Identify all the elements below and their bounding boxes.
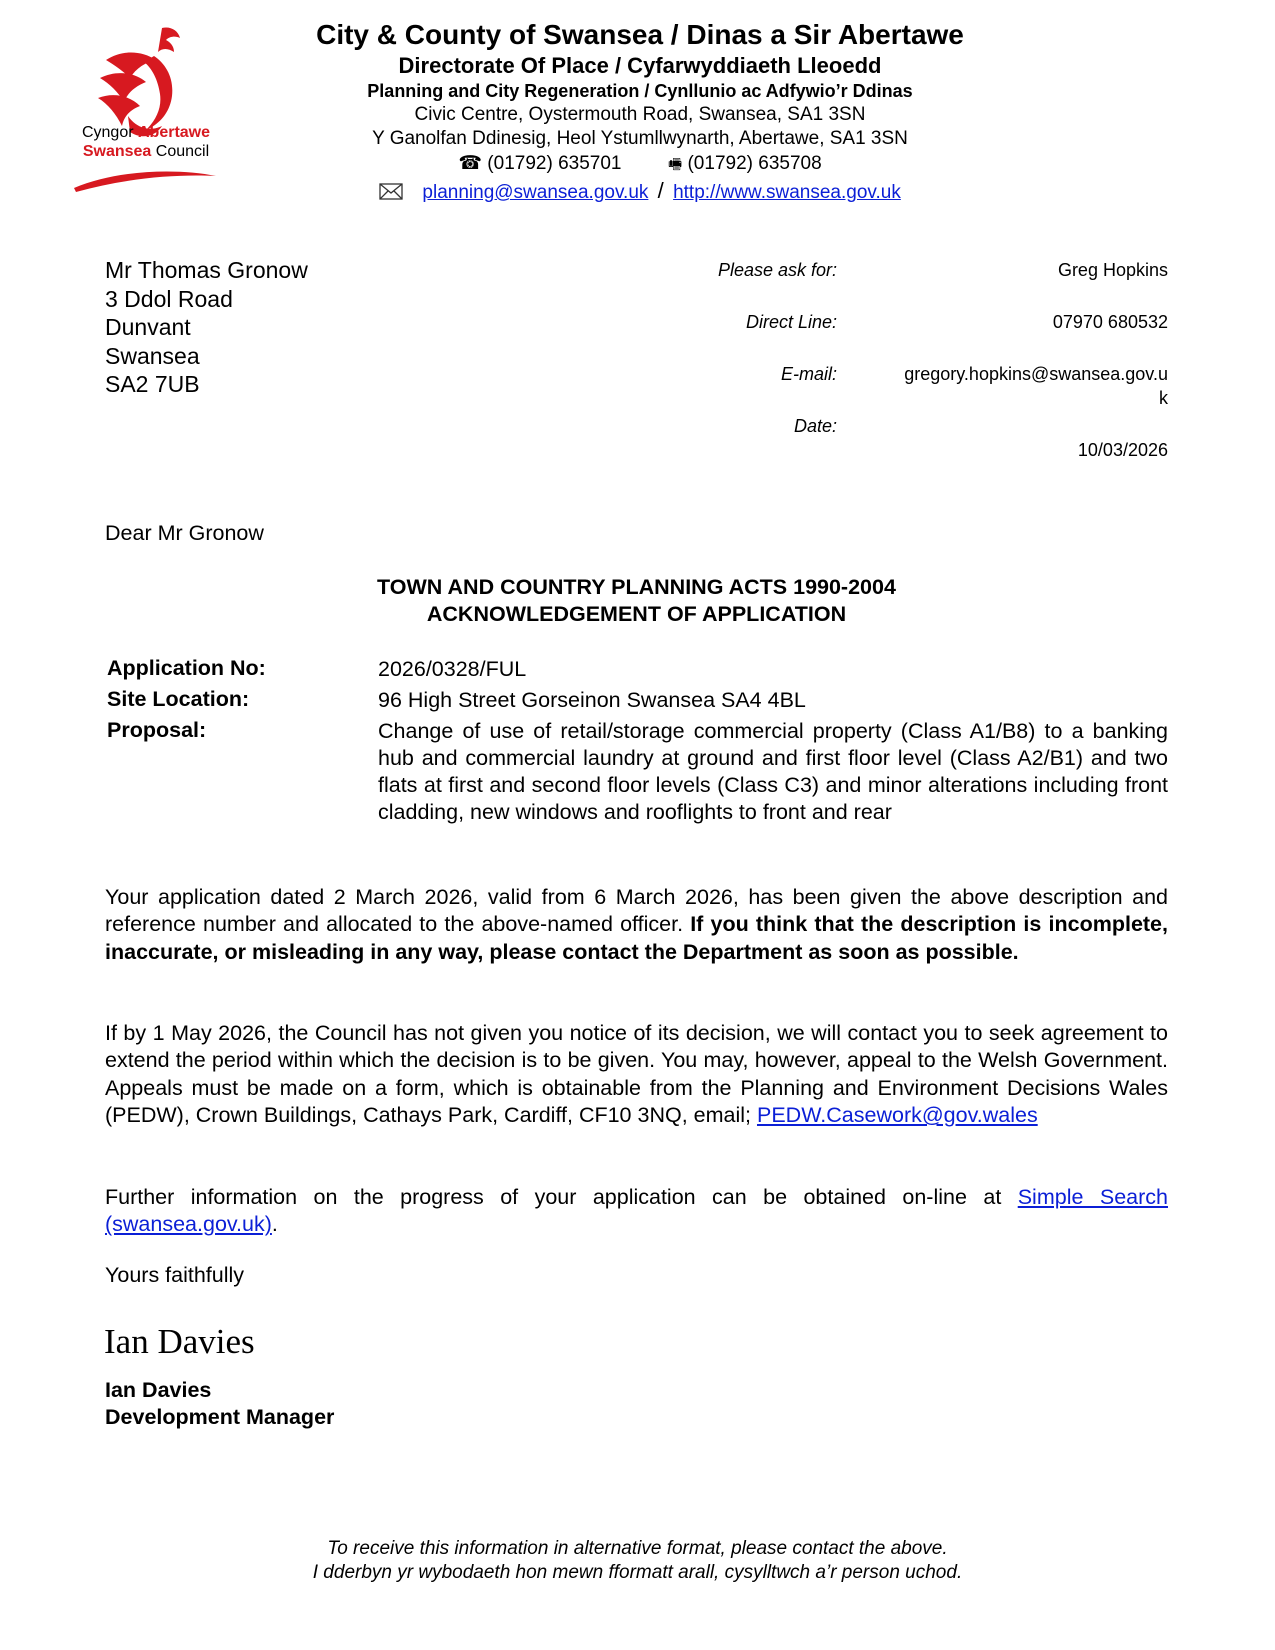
swansea-council-logo	[66, 20, 226, 198]
direct-line-label: Direct Line:	[745, 312, 837, 332]
header-separator: /	[657, 178, 664, 203]
pedw-email-link[interactable]: PEDW.Casework@gov.wales	[756, 1103, 1038, 1128]
phone-fax-line	[270, 152, 1010, 179]
paragraph-2	[105, 1020, 1168, 1130]
simple-search-link[interactable]: Simple Search (swansea.gov.uk)	[105, 1185, 1168, 1237]
council-name: City & County of Swansea / Dinas a Sir Abertawe	[316, 19, 964, 50]
recipient-street: 3 Ddol Road	[105, 285, 233, 312]
email-label: E-mail:	[780, 364, 837, 384]
application-number-value: 2026/0328/FUL	[378, 657, 527, 681]
phone-icon: ☎	[458, 153, 483, 174]
email-value-line2: k	[1159, 388, 1168, 408]
ask-for-value: Greg Hopkins	[1057, 260, 1168, 280]
footer-english: To receive this information in alternative format, please contact the above.	[327, 1538, 948, 1559]
logo-dragon-head	[158, 27, 180, 52]
signatory-title: Development Manager	[105, 1405, 335, 1429]
logo-swoosh	[74, 172, 216, 192]
recipient-name: Mr Thomas Gronow	[105, 257, 308, 283]
paragraph-2-text: If by 1 May 2026, the Council has not given you notice of its decision, we will contact you to seek agreement to extend the period within which the decision is to be given. You may, however, appeal to the Welsh Government. Appeals must be made on a form, which is obtainable from the Planning and Environment Decisions Wales (PEDW), Crown Buildings, Cathays Park, Cardiff, CF10 3NQ, email;	[105, 1021, 1168, 1128]
paragraph-1-text: Your application dated 2 March 2026, valid from 6 March 2026, has been given the above description and reference number and allocated to the above-named officer.	[105, 885, 1168, 937]
salutation: Dear Mr Gronow	[105, 521, 264, 545]
closing: Yours faithfully	[105, 1263, 245, 1287]
envelope-icon	[379, 183, 403, 200]
logo-text-line2: Swansea Council	[82, 143, 210, 160]
site-location-value: 96 High Street Gorseinon Swansea SA4 4BL	[378, 688, 806, 712]
planning-email-link[interactable]: planning@swansea.gov.uk	[422, 182, 649, 203]
signature: Ian Davies	[104, 1322, 255, 1361]
heading-line2: ACKNOWLEDGEMENT OF APPLICATION	[426, 602, 847, 626]
ask-for-label: Please ask for:	[717, 260, 837, 280]
address-welsh: Y Ganolfan Ddinesig, Heol Ystumllwynarth, Abertawe, SA1 3SN	[372, 128, 908, 149]
date-value: 10/03/2026	[1077, 440, 1168, 460]
website-link[interactable]: http://www.swansea.gov.uk	[673, 182, 901, 203]
signatory-name: Ian Davies	[105, 1378, 212, 1402]
recipient-postcode: SA2 7UB	[105, 371, 200, 397]
logo-dragon-body	[144, 56, 172, 130]
recipient-area: Dunvant	[105, 314, 191, 340]
paragraph-3-text: Further information on the progress of your application can be obtained on-line at	[105, 1185, 1018, 1209]
fax-icon: 🖷	[668, 156, 683, 173]
logo-text-line1: Cyngor Abertawe	[81, 124, 211, 141]
heading-line1: TOWN AND COUNTRY PLANNING ACTS 1990-2004	[377, 575, 896, 599]
site-location-label: Site Location:	[107, 687, 250, 711]
application-number-label: Application No:	[107, 656, 266, 680]
proposal-label: Proposal:	[107, 718, 207, 742]
direct-line-value: 07970 680532	[1052, 312, 1168, 332]
recipient-town: Swansea	[105, 342, 200, 369]
paragraph-1	[105, 884, 1168, 966]
paragraph-3: Further information on the progress of your application can be obtained on-line at Simple Search (swansea.gov.uk).	[105, 1185, 1168, 1237]
directorate: Directorate Of Place / Cyfarwyddiaeth Lleoedd	[398, 53, 882, 78]
department: Planning and City Regeneration / Cynllunio ac Adfywio’r Ddinas	[367, 81, 913, 101]
proposal-value: Change of use of retail/storage commercial property (Class A1/B8) to a banking hub and commercial laundry at ground and first floor level (Class A2/B1) and two flats at first and second floor levels (Class C3) and minor alterations including front cladding, new windows and rooflights to front and rear	[378, 719, 1168, 824]
fax-number: (01792) 635708	[687, 153, 822, 174]
logo-dragon-wing-3	[98, 95, 140, 126]
email-value-line1: gregory.hopkins@swansea.gov.u	[904, 364, 1168, 384]
recipient-address	[105, 256, 308, 399]
email-web-line	[270, 178, 1010, 204]
footer-welsh: I dderbyn yr wybodaeth hon mewn fformatt arall, cysylltwch a’r person uchod.	[312, 1562, 963, 1583]
paragraph-1-bold: If you think that the description is incomplete, inaccurate, or misleading in any way, please contact the Department as soon as possible.	[105, 912, 1168, 964]
date-label: Date:	[793, 416, 837, 436]
phone-number: (01792) 635701	[487, 153, 622, 174]
address-english: Civic Centre, Oystermouth Road, Swansea, SA1 3SN	[414, 104, 866, 125]
